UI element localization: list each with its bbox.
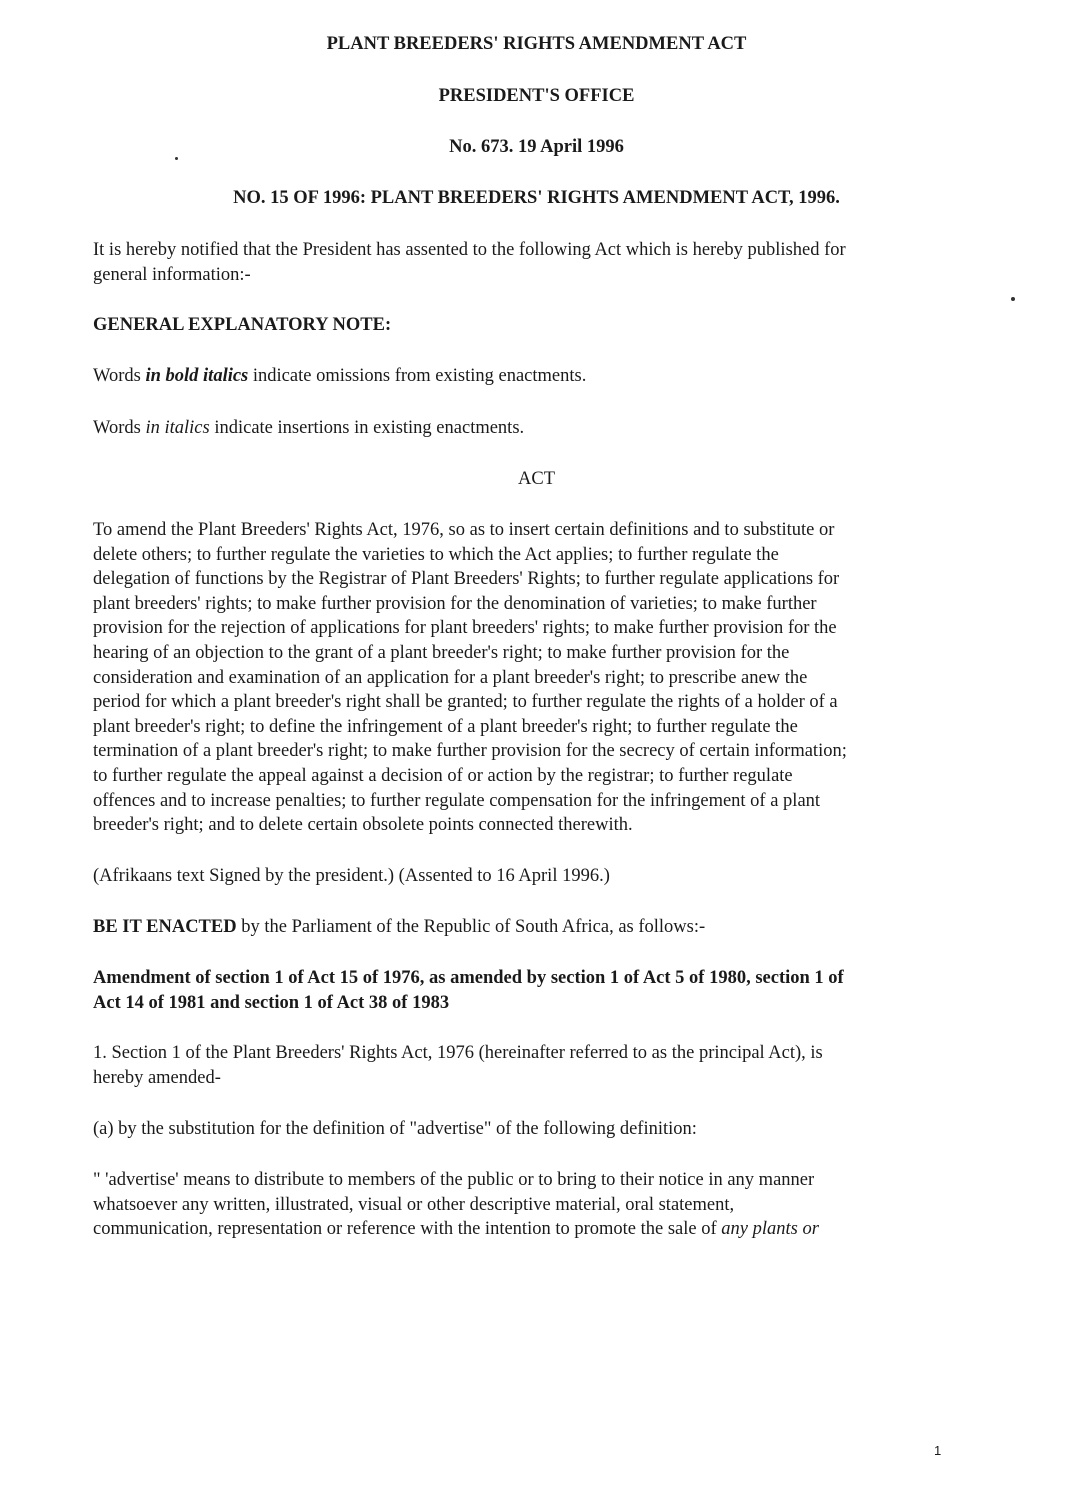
office-heading: PRESIDENT'S OFFICE	[438, 86, 635, 106]
note-italic	[93, 416, 524, 441]
act-title: NO. 15 OF 1996: PLANT BREEDERS' RIGHTS AMENDMENT ACT, 1996.	[233, 188, 840, 208]
long-title-line: provision for the rejection of applications for plant breeders' rights; to make further provision for the	[93, 618, 837, 639]
section-1-paragraph	[93, 1041, 983, 1090]
definition-line-last	[93, 1217, 983, 1242]
page-number: 1	[934, 1443, 942, 1458]
scan-speck	[175, 157, 178, 160]
long-title-line: consideration and examination of an application for a plant breeder's right; to prescribe anew the	[93, 667, 808, 688]
long-title-line: plant breeder's right; to define the infringement of a plant breeder's right; to further regulate the	[93, 716, 798, 737]
item-a: (a) by the substitution for the definition of "advertise" of the following definition:	[93, 1119, 697, 1139]
enacting-clause	[93, 915, 705, 940]
long-title-line: offences and to increase penalties; to further regulate compensation for the infringement of a plant	[93, 790, 821, 811]
note-italic-suffix: indicate insertions in existing enactments.	[209, 418, 525, 438]
note-bold-italic-prefix: Words	[93, 366, 146, 386]
amendment-heading-line: Amendment of section 1 of Act 15 of 1976, as amended by section 1 of Act 5 of 1980, section 1 of	[93, 968, 844, 988]
act-heading: ACT	[518, 469, 555, 489]
note-bold-italic-suffix: indicate omissions from existing enactments.	[248, 366, 587, 386]
section-1-line: 1. Section 1 of the Plant Breeders' Rights Act, 1976 (hereinafter referred to as the principal Act), is	[93, 1043, 823, 1063]
long-title-line: hearing of an objection to the grant of a plant breeder's right; to make further provision for the	[93, 642, 790, 663]
long-title-line: termination of a plant breeder's right; to make further provision for the secrecy of certain information;	[93, 741, 847, 762]
enacting-clause-bold: BE IT ENACTED	[93, 917, 237, 937]
note-italic-prefix: Words	[93, 418, 146, 438]
note-bold-italic-emphasis: in bold italics	[145, 366, 249, 386]
amendment-heading-line: Act 14 of 1981 and section 1 of Act 38 of 1983	[93, 992, 450, 1013]
definition-line: " 'advertise' means to distribute to members of the public or to bring to their notice in any manner	[93, 1170, 815, 1190]
long-title-line: delegation of functions by the Registrar of Plant Breeders' Rights; to further regulate applications for	[93, 569, 840, 590]
scan-speck	[1011, 297, 1015, 301]
notice-number: No. 673. 19 April 1996	[449, 137, 624, 157]
note-bold-italic	[93, 364, 586, 389]
document-header-title: PLANT BREEDERS' RIGHTS AMENDMENT ACT	[326, 34, 747, 54]
enacting-clause-rest: by the Parliament of the Republic of South Africa, as follows:-	[236, 917, 706, 937]
notification-line: It is hereby notified that the President has assented to the following Act which is hereby published for	[93, 240, 846, 260]
notification-line: general information:-	[93, 264, 251, 285]
explanatory-note-heading: GENERAL EXPLANATORY NOTE:	[93, 315, 392, 335]
definition-line: whatsoever any written, illustrated, visual or other descriptive material, oral statement,	[93, 1194, 735, 1215]
definition-last-emphasis: any plants or	[721, 1219, 819, 1240]
section-1-line: hereby amended-	[93, 1067, 221, 1088]
definition-last-text: communication, representation or reference with the intention to promote the sale of	[93, 1219, 722, 1240]
long-title-line: delete others; to further regulate the varieties to which the Act applies; to further regulate the	[93, 544, 779, 565]
long-title-paragraph	[93, 518, 983, 838]
long-title-line: period for which a plant breeder's right shall be granted; to further regulate the rights of a holder of a	[93, 692, 838, 713]
long-title-line: To amend the Plant Breeders' Rights Act, 1976, so as to insert certain definitions and to substitute or	[93, 520, 835, 540]
amendment-heading	[93, 966, 983, 1015]
assent-line: (Afrikaans text Signed by the president.) (Assented to 16 April 1996.)	[93, 866, 610, 886]
long-title-line: to further regulate the appeal against a decision of or action by the registrar; to further regulate	[93, 765, 793, 786]
long-title-line: breeder's right; and to delete certain obsolete points connected therewith.	[93, 815, 633, 836]
notification-paragraph	[93, 238, 983, 287]
definition-paragraph	[93, 1168, 983, 1242]
note-italic-emphasis: in italics	[145, 418, 210, 438]
long-title-line: plant breeders' rights; to make further provision for the denomination of varieties; to make further	[93, 593, 817, 614]
